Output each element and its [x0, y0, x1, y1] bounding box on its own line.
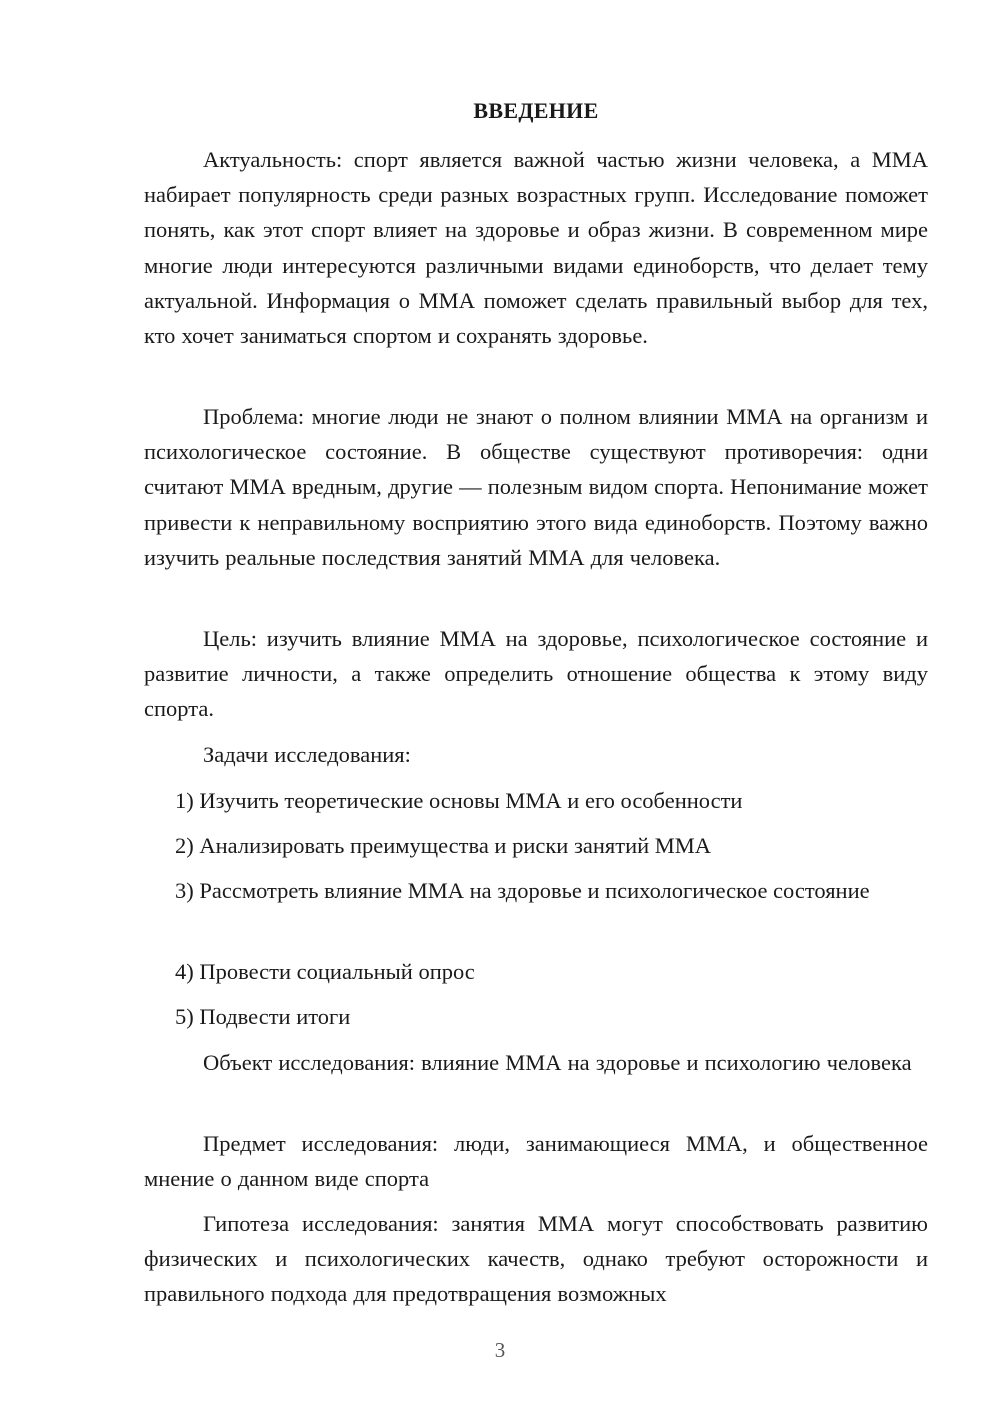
paragraph-object: Объект исследования: влияние ММА на здоровье и психологию человека: [203, 1050, 912, 1075]
paragraph-hypothesis: Гипотеза исследования: занятия ММА могут способствовать развитию физических и психологических качеств, однако требуют осторожности и правильного подхода для предотвращения возможных: [144, 1211, 928, 1307]
task-item-2: 2) Анализировать преимущества и риски занятий ММА: [175, 833, 712, 858]
task-item-5: 5) Подвести итоги: [175, 1004, 351, 1029]
task-item-1: 1) Изучить теоретические основы ММА и его особенности: [175, 788, 743, 813]
paragraph-problem: Проблема: многие люди не знают о полном влиянии ММА на организм и психологическое состояние. В обществе существуют противоречия: одни считают ММА вредным, другие — полезным видом спорта. Непонимание может привести к неправильному восприятию этого вида единоборств. Поэтому важно изучить реальные последствия занятий ММА для человека.: [144, 404, 928, 570]
paragraph-relevance: Актуальность: спорт является важной частью жизни человека, а ММА набирает популярность среди разных возрастных групп. Исследование поможет понять, как этот спорт влияет на здоровье и образ жизни. В современном мире многие люди интересуются различными видами единоборств, что делает тему актуальной. Информация о ММА поможет сделать правильный выбор для тех, кто хочет заниматься спортом и сохранять здоровье.: [144, 147, 928, 349]
page-number: 3: [494, 1338, 506, 1362]
paragraph-subject: Предмет исследования: люди, занимающиеся ММА, и общественное мнение о данном виде спорта: [144, 1131, 928, 1192]
paragraph-tasks-intro: Задачи исследования:: [203, 742, 411, 767]
task-item-3: 3) Рассмотреть влияние ММА на здоровье и психологическое состояние: [175, 878, 870, 903]
paragraph-goal: Цель: изучить влияние ММА на здоровье, психологическое состояние и развитие личности, а также определить отношение общества к этому виду спорта.: [144, 626, 928, 722]
section-heading: ВВЕДЕНИЕ: [473, 98, 599, 123]
task-item-4: 4) Провести социальный опрос: [175, 959, 475, 984]
